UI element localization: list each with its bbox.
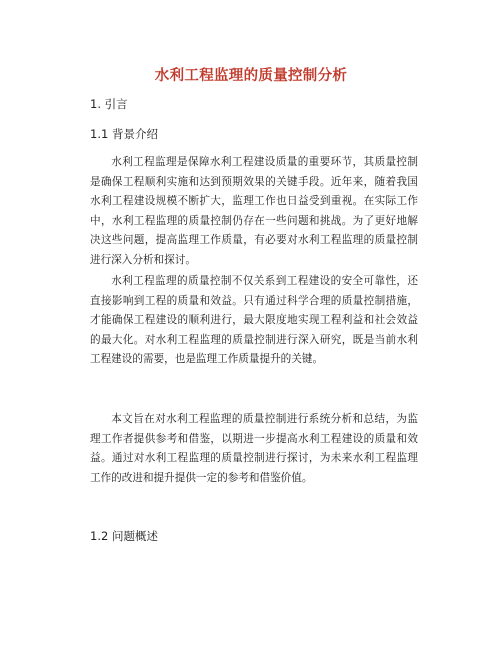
paragraph-background-3: 本文旨在对水利工程监理的质量控制进行系统分析和总结，为监理工作者提供参考和借鉴，以期进一步提高水利工程建设的质量和效益。通过对水利工程监理的质量控制进行探讨，为未来水利工程监理工作的改进和提升提供一定的参考和借鉴价值。: [90, 413, 418, 484]
section-heading-introduction: 1. 引言: [90, 97, 128, 111]
section-heading-problem-overview: 1.2 问题概述: [90, 529, 158, 543]
paragraph-background-2: 水利工程监理的质量控制不仅关系到工程建设的安全可靠性，还直接影响到工程的质量和效益。只有通过科学合理的质量控制措施，才能确保工程建设的顺利进行，最大限度地实现工程利益和社会效益的最大化。对水利工程监理的质量控制进行深入研究，既是当前水利工程建设的需要，也是监理工作质量提升的关键。: [90, 275, 418, 366]
paragraph-background-1: 水利工程监理是保障水利工程建设质量的重要环节，其质量控制是确保工程顺利实施和达到预期效果的关键手段。近年来，随着我国水利工程建设规模不断扩大，监理工作也日益受到重视。在实际工作中，水利工程监理的质量控制仍存在一些问题和挑战。为了更好地解决这些问题，提高监理工作质量，有必要对水利工程监理的质量控制进行深入分析和探讨。: [90, 156, 418, 266]
section-heading-background: 1.1 背景介绍: [90, 127, 158, 141]
document-title: 水利工程监理的质量控制分析: [154, 68, 348, 84]
